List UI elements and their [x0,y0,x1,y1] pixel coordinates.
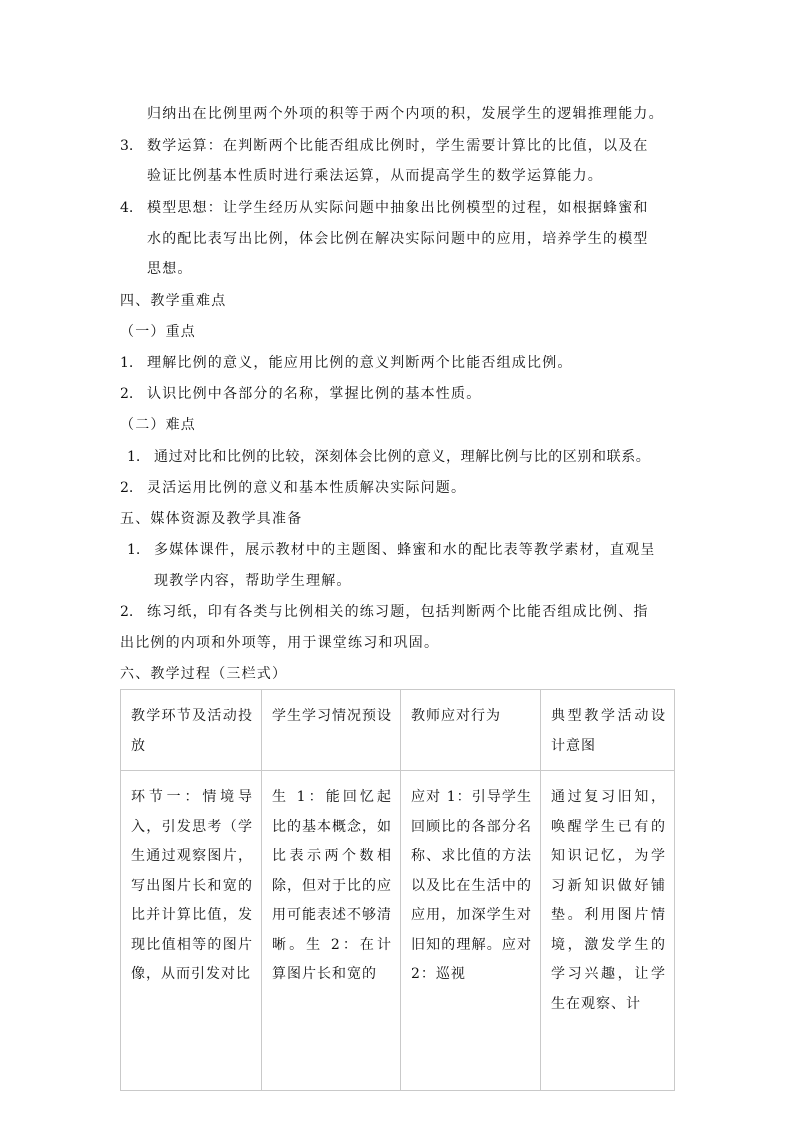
list-item-line: 灵活运用比例的意义和基本性质解决实际问题。 [147,480,467,496]
section-heading: 六、教学过程（三栏式） [120,666,288,682]
subsection-heading: （二）难点 [120,417,196,433]
list-item-line: 多媒体课件，展示教材中的主题图、蜂蜜和水的配比表等教学素材，直观呈 [154,542,656,558]
table-header-cell: 教师应对行为 [401,690,541,771]
table-row [121,771,675,1091]
subsection-heading: （一）重点 [120,324,196,340]
list-item-line: 思想。 [147,261,193,277]
list-item-line: 模型思想：让学生经历从实际问题中抽象出比例模型的过程，如根据蜂蜜和 [147,200,649,216]
table-header-cell: 学生学习情况预设 [262,690,401,771]
list-item-line: 出比例的内项和外项等，用于课堂练习和巩固。 [120,635,440,651]
list-number: 2. [120,604,134,620]
list-item-line: 练习纸，印有各类与比例相关的练习题，包括判断两个比能否组成比例、指 [147,604,649,620]
paragraph-line: 归纳出在比例里两个外项的积等于两个内项的积，发展学生的逻辑推理能力。 [147,106,664,122]
table-header-cell: 典型教学活动设计意图 [541,690,675,771]
table-header-cell: 教学环节及活动投放 [121,690,262,771]
list-item-line: 水的配比表写出比例，体会比例在解决实际问题中的应用，培养学生的模型 [147,231,649,247]
table-cell: 通过复习旧知，唤醒学生已有的知识记忆，为学习新知识做好铺垫。利用图片情境，激发学生的学习兴趣，让学生在观察、计 [541,771,675,1091]
section-heading: 五、媒体资源及教学具准备 [120,511,303,527]
list-number: 1. [127,542,141,558]
list-item-line: 验证比例基本性质时进行乘法运算，从而提高学生的数学运算能力。 [147,168,603,184]
list-item-line: 通过对比和比例的比较，深刻体会比例的意义，理解比例与比的区别和联系。 [154,449,651,465]
list-number: 1. [120,355,134,371]
list-number: 1. [127,449,141,465]
table-cell: 环节一：情境导入，引发思考（学生通过观察图片，写出图片长和宽的比并计算比值，发现比值相等的图片像，从而引发对比 [121,771,262,1091]
section-heading: 四、教学重难点 [120,293,227,309]
list-item-line: 现教学内容，帮助学生理解。 [154,573,352,589]
list-item-line: 理解比例的意义，能应用比例的意义判断两个比能否组成比例。 [147,355,573,371]
list-number: 4. [120,200,134,216]
table-cell: 应对 1：引导学生回顾比的各部分名称、求比值的方法以及比在生活中的应用，加深学生对旧知的理解。应对 2：巡视 [401,771,541,1091]
list-number: 2. [120,480,134,496]
list-item-line: 认识比例中各部分的名称，掌握比例的基本性质。 [147,386,482,402]
teaching-process-table [120,689,675,1091]
list-number: 3. [120,138,134,154]
list-number: 2. [120,386,134,402]
table-cell: 生 1：能回忆起比的基本概念，如比表示两个数相除，但对于比的应用可能表述不够清晰。生 2：在计算图片长和宽的 [262,771,401,1091]
table-header-row [121,690,675,771]
list-item-line: 数学运算：在判断两个比能否组成比例时，学生需要计算比的比值，以及在 [147,138,649,154]
